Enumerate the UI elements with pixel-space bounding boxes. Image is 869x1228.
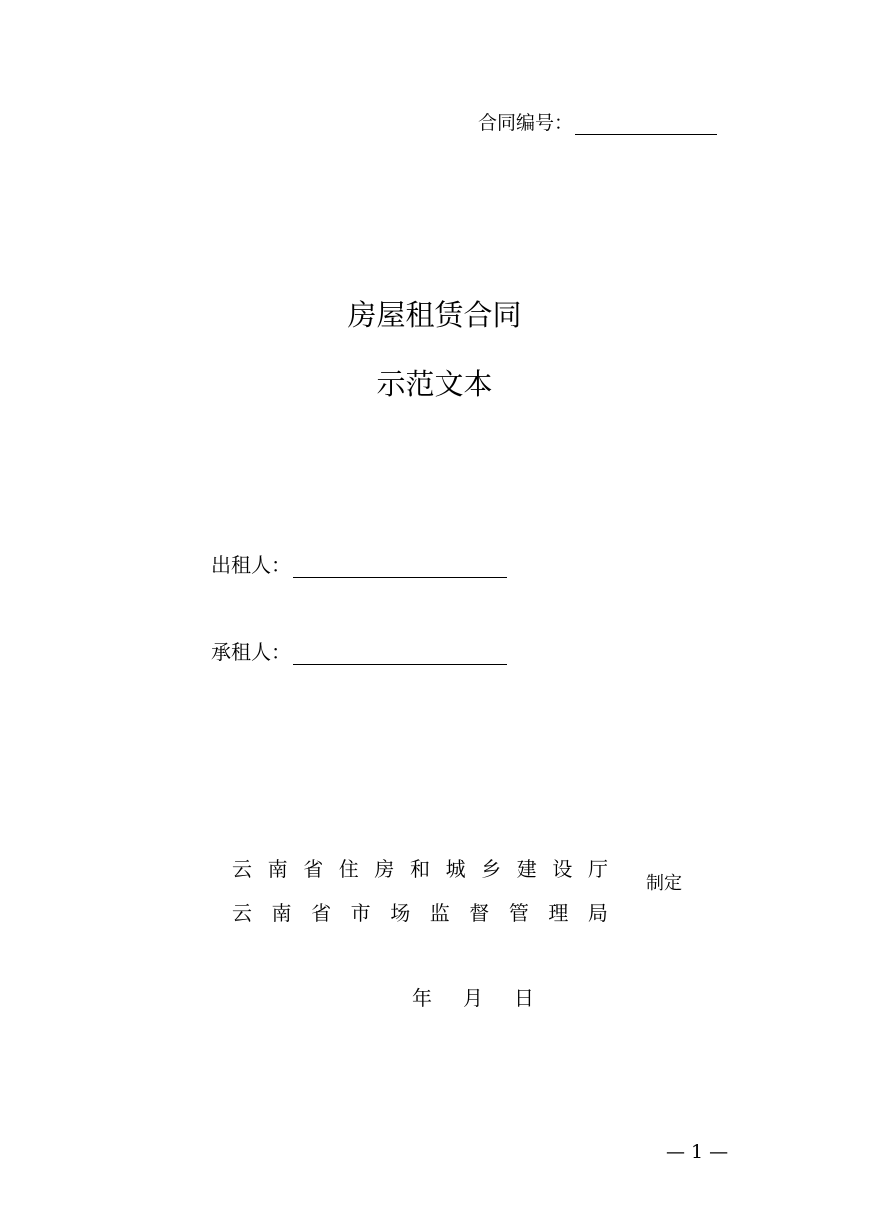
issuer-char: 督 — [469, 901, 490, 925]
issuer-char: 云 — [232, 857, 252, 881]
issuer-char: 厅 — [587, 857, 608, 881]
date-month-label: 月 — [463, 986, 483, 1010]
issuer-char: 管 — [508, 901, 529, 925]
issuer-char: 理 — [548, 901, 569, 925]
lessee-field — [211, 639, 507, 665]
issuer-char: 市 — [350, 901, 371, 925]
lessor-blank — [293, 553, 507, 578]
lessee-label: 承租人： — [211, 640, 291, 664]
issuer-char: 省 — [303, 857, 324, 881]
lessee-blank — [293, 640, 507, 665]
contract-number-blank — [575, 112, 717, 135]
lessor-label: 出租人： — [211, 553, 291, 577]
page-number: — 1 — — [666, 1141, 729, 1163]
document-subtitle: 示范文本 — [376, 367, 493, 401]
date-year-label: 年 — [412, 986, 432, 1010]
issuer-char: 设 — [552, 857, 573, 881]
contract-number-field — [478, 111, 717, 135]
issuer-char: 南 — [271, 901, 292, 925]
issuer-char: 和 — [409, 857, 430, 881]
document-title: 房屋租赁合同 — [347, 298, 522, 332]
issuer-market-regulation-bureau — [232, 900, 608, 926]
issuer-char: 建 — [516, 857, 537, 881]
issuer-char: 监 — [429, 901, 450, 925]
issuer-char: 南 — [267, 857, 288, 881]
issuer-char: 住 — [338, 857, 359, 881]
issuer-char: 云 — [232, 901, 252, 925]
date-line — [412, 985, 534, 1011]
issuer-char: 房 — [374, 857, 395, 881]
issued-by-label: 制定 — [646, 873, 682, 894]
issuer-char: 乡 — [481, 857, 502, 881]
issuer-char: 局 — [587, 901, 608, 925]
issuer-housing-department — [232, 856, 608, 882]
issuer-char: 场 — [390, 901, 411, 925]
issuer-char: 城 — [445, 857, 466, 881]
contract-number-label: 合同编号： — [478, 112, 574, 134]
issuer-char: 省 — [311, 901, 332, 925]
date-day-label: 日 — [514, 986, 534, 1010]
lessor-field — [211, 552, 507, 578]
